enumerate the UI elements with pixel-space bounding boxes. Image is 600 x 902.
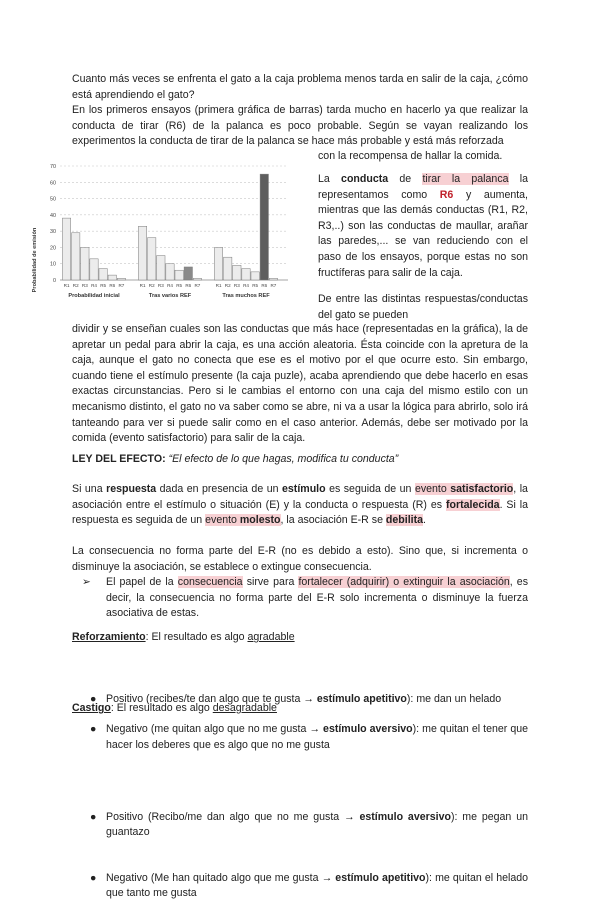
x-tick-label: R1 xyxy=(63,283,70,288)
x-tick-label: R7 xyxy=(194,283,201,288)
intro-paragraph-1: Cuanto más veces se enfrenta el gato a la caja problema menos tarda en salir de la caja, ¿cómo está aprendiendo el gato? xyxy=(72,73,528,101)
bar-r5 xyxy=(99,269,107,280)
x-tick-label: R7 xyxy=(270,283,277,288)
bar-r5 xyxy=(251,272,259,280)
bullet-icon: ● xyxy=(90,810,97,823)
x-tick-label: R3 xyxy=(233,283,240,288)
side-paragraph: La conducta de tirar la palanca la representamos como R6 y aumenta, mientras que las demás conductas (R1, R2, R3,..) son las conductas de maullar, arañar las paredes,... se van reduciendo con el paso de los ensayos, porque estas no son fructíferas para salir de la caja. xyxy=(318,173,529,279)
ley-efecto-quote: “El efecto de lo que hagas, modifica tu conducta” xyxy=(168,453,399,465)
x-tick-label: R1 xyxy=(139,283,146,288)
bar-r2 xyxy=(148,238,156,280)
bar-chart xyxy=(30,160,292,310)
bar-r4 xyxy=(166,264,174,280)
bar-r6 xyxy=(260,174,268,280)
arrow-bullet-icon: ➢ xyxy=(82,576,91,588)
bullet-icon: ● xyxy=(90,692,97,705)
bar-r3 xyxy=(81,247,89,280)
x-tick-label: R1 xyxy=(215,283,222,288)
side-paragraph-2: De entre las distintas respuestas/conductas del gato se pueden xyxy=(318,293,528,321)
y-tick-label: 10 xyxy=(50,261,56,268)
ley-paragraph-2: La consecuencia no forma parte del E-R (no es debido a esto). Sino que, si incrementa o disminuye la asociación, se establece o extingue consecuencia. xyxy=(72,545,528,573)
bar-r1 xyxy=(62,218,70,280)
bar-r3 xyxy=(157,256,165,280)
x-tick-label: R7 xyxy=(118,283,125,288)
bar-r6 xyxy=(108,275,116,280)
ley-efecto-heading: LEY DEL EFECTO: “El efecto de lo que hagas, modifica tu conducta” xyxy=(72,453,399,465)
bar-r6 xyxy=(184,267,192,280)
y-tick-label: 60 xyxy=(50,180,56,187)
x-tick-label: R6 xyxy=(185,283,192,288)
bar-r3 xyxy=(233,265,241,280)
bar-r1 xyxy=(214,247,222,280)
x-tick-label: R6 xyxy=(261,283,268,288)
x-tick-label: R5 xyxy=(176,283,183,288)
ley-paragraph-1: Si una respuesta dada en presencia de un estímulo es seguida de un evento satisfactorio, la asociación entre el estímulo o situación (E) y la conducta o respuesta (R) es fortalecida. Si la respuesta es seguida de un evento molesto, la asociación E-R se debilita. xyxy=(72,483,529,527)
keyword-r6: R6 xyxy=(439,188,454,201)
highlight-fortalecida: fortalecida xyxy=(445,498,500,511)
bar-r5 xyxy=(175,270,183,280)
intro-paragraph-2: En los primeros ensayos (primera gráfica de barras) tarda mucho en hacerlo ya que realizar la conducta de tirar (R6) de la palanca es poco probable. Según se vayan realizando los experimentos la conducta de tirar de la palanca se hace más probable y está más reforzada xyxy=(72,104,528,148)
group-label: Tras muchos REF xyxy=(222,293,270,299)
highlight-tirar-palanca: tirar la palanca xyxy=(422,173,509,185)
x-tick-label: R2 xyxy=(72,283,79,288)
bar-r4 xyxy=(242,269,250,280)
highlight-evento: evento satisfactorio xyxy=(414,483,514,495)
bar-r2 xyxy=(224,257,232,280)
body-paragraph: dividir y se enseñan cuales son las conductas que más hace (representadas en la gráfica), la de apretar un pedal para abrir la caja, es una acción aleatoria. Ésta coincide con la apretura de la caja, aunque el gato no conecta que ese es el motivo por el que ocurre esto. Sin embargo, cuando tiene el estímulo presente (la caja puzle), acaba aprendiendo que debe hacerlo en esas exactas circunstancias. Pero si le cambias el entorno con una caja del mismo estilo con un mecanismo distinto, el gato no va saber como se abre, ni va a usar la lógica para abrirlo, solo irá tanteando para ver si puede salir como en el caso anterior. Además, debe ser motivado por la comida (evento satisfactorio) para salir de la caja. xyxy=(72,323,528,445)
chart-y-axis-label: Probabilidad de emisión xyxy=(32,227,38,293)
highlight-debilita: debilita xyxy=(385,514,424,527)
highlight-consecuencia: consecuencia xyxy=(177,576,243,588)
bullet-icon: ● xyxy=(90,723,97,736)
group-label: Probabilidad inicial xyxy=(68,293,120,299)
bar-r2 xyxy=(72,233,80,280)
x-tick-label: R4 xyxy=(167,283,173,288)
intro-paragraph-2-tail: con la recompensa de hallar la comida. xyxy=(318,150,503,162)
x-tick-label: R6 xyxy=(109,283,116,288)
bar-r1 xyxy=(138,226,146,280)
keyword-conducta: conducta xyxy=(341,173,389,185)
bar-r7 xyxy=(193,278,201,280)
bar-r7 xyxy=(269,278,277,280)
castigo-positivo: ● Positivo (Recibo/me dan algo que no me gusta → estímulo aversivo): me pegan un guantazo xyxy=(90,810,528,839)
x-tick-label: R4 xyxy=(243,283,249,288)
group-label: Tras varios REF xyxy=(148,293,192,299)
x-tick-label: R2 xyxy=(224,283,231,288)
bar-r4 xyxy=(90,259,98,280)
bullet-icon: ● xyxy=(90,871,97,884)
x-tick-label: R4 xyxy=(91,283,97,288)
x-tick-label: R5 xyxy=(252,283,259,288)
highlight-evento-molesto: evento molesto xyxy=(205,514,281,527)
reforzamiento-positivo: ● Positivo (recibes/te dan algo que te gusta → estímulo apetitivo): me dan un helado xyxy=(72,692,528,708)
x-tick-label: R5 xyxy=(100,283,107,288)
ley-arrow-item: ➢ El papel de la consecuencia sirve para fortalecer (adquirir) o extinguir la asociación, es decir, la consecuencia no forma parte del E-R solo incrementa o disminuye la fuerza asociativa de estas. xyxy=(82,576,528,620)
reforzamiento-heading: Reforzamiento: El resultado es algo agradable xyxy=(72,631,295,643)
x-tick-label: R3 xyxy=(81,283,88,288)
y-tick-label: 40 xyxy=(50,212,56,219)
bar-r7 xyxy=(117,278,125,280)
highlight-fortalecer: fortalecer (adquirir) o extinguir la asociación xyxy=(298,576,510,588)
y-tick-label: 20 xyxy=(50,245,56,252)
reforzamiento-negativo: ● Negativo (me quitan algo que no me gusta → estímulo aversivo): me quitan el tener que hacer los deberes que es algo que no me gusta xyxy=(90,723,528,751)
x-tick-label: R2 xyxy=(148,283,155,288)
y-tick-label: 50 xyxy=(50,196,56,203)
y-tick-label: 30 xyxy=(50,229,56,236)
castigo-negativo: ● Negativo (Me han quitado algo que me gusta → estímulo apetitivo): me quitan el helado que tanto me gusta xyxy=(90,871,529,900)
y-tick-label: 0 xyxy=(53,278,56,284)
y-tick-label: 70 xyxy=(50,164,56,170)
x-tick-label: R3 xyxy=(157,283,164,288)
castigo-heading: Castigo: El resultado es algo desagradable xyxy=(72,702,277,714)
